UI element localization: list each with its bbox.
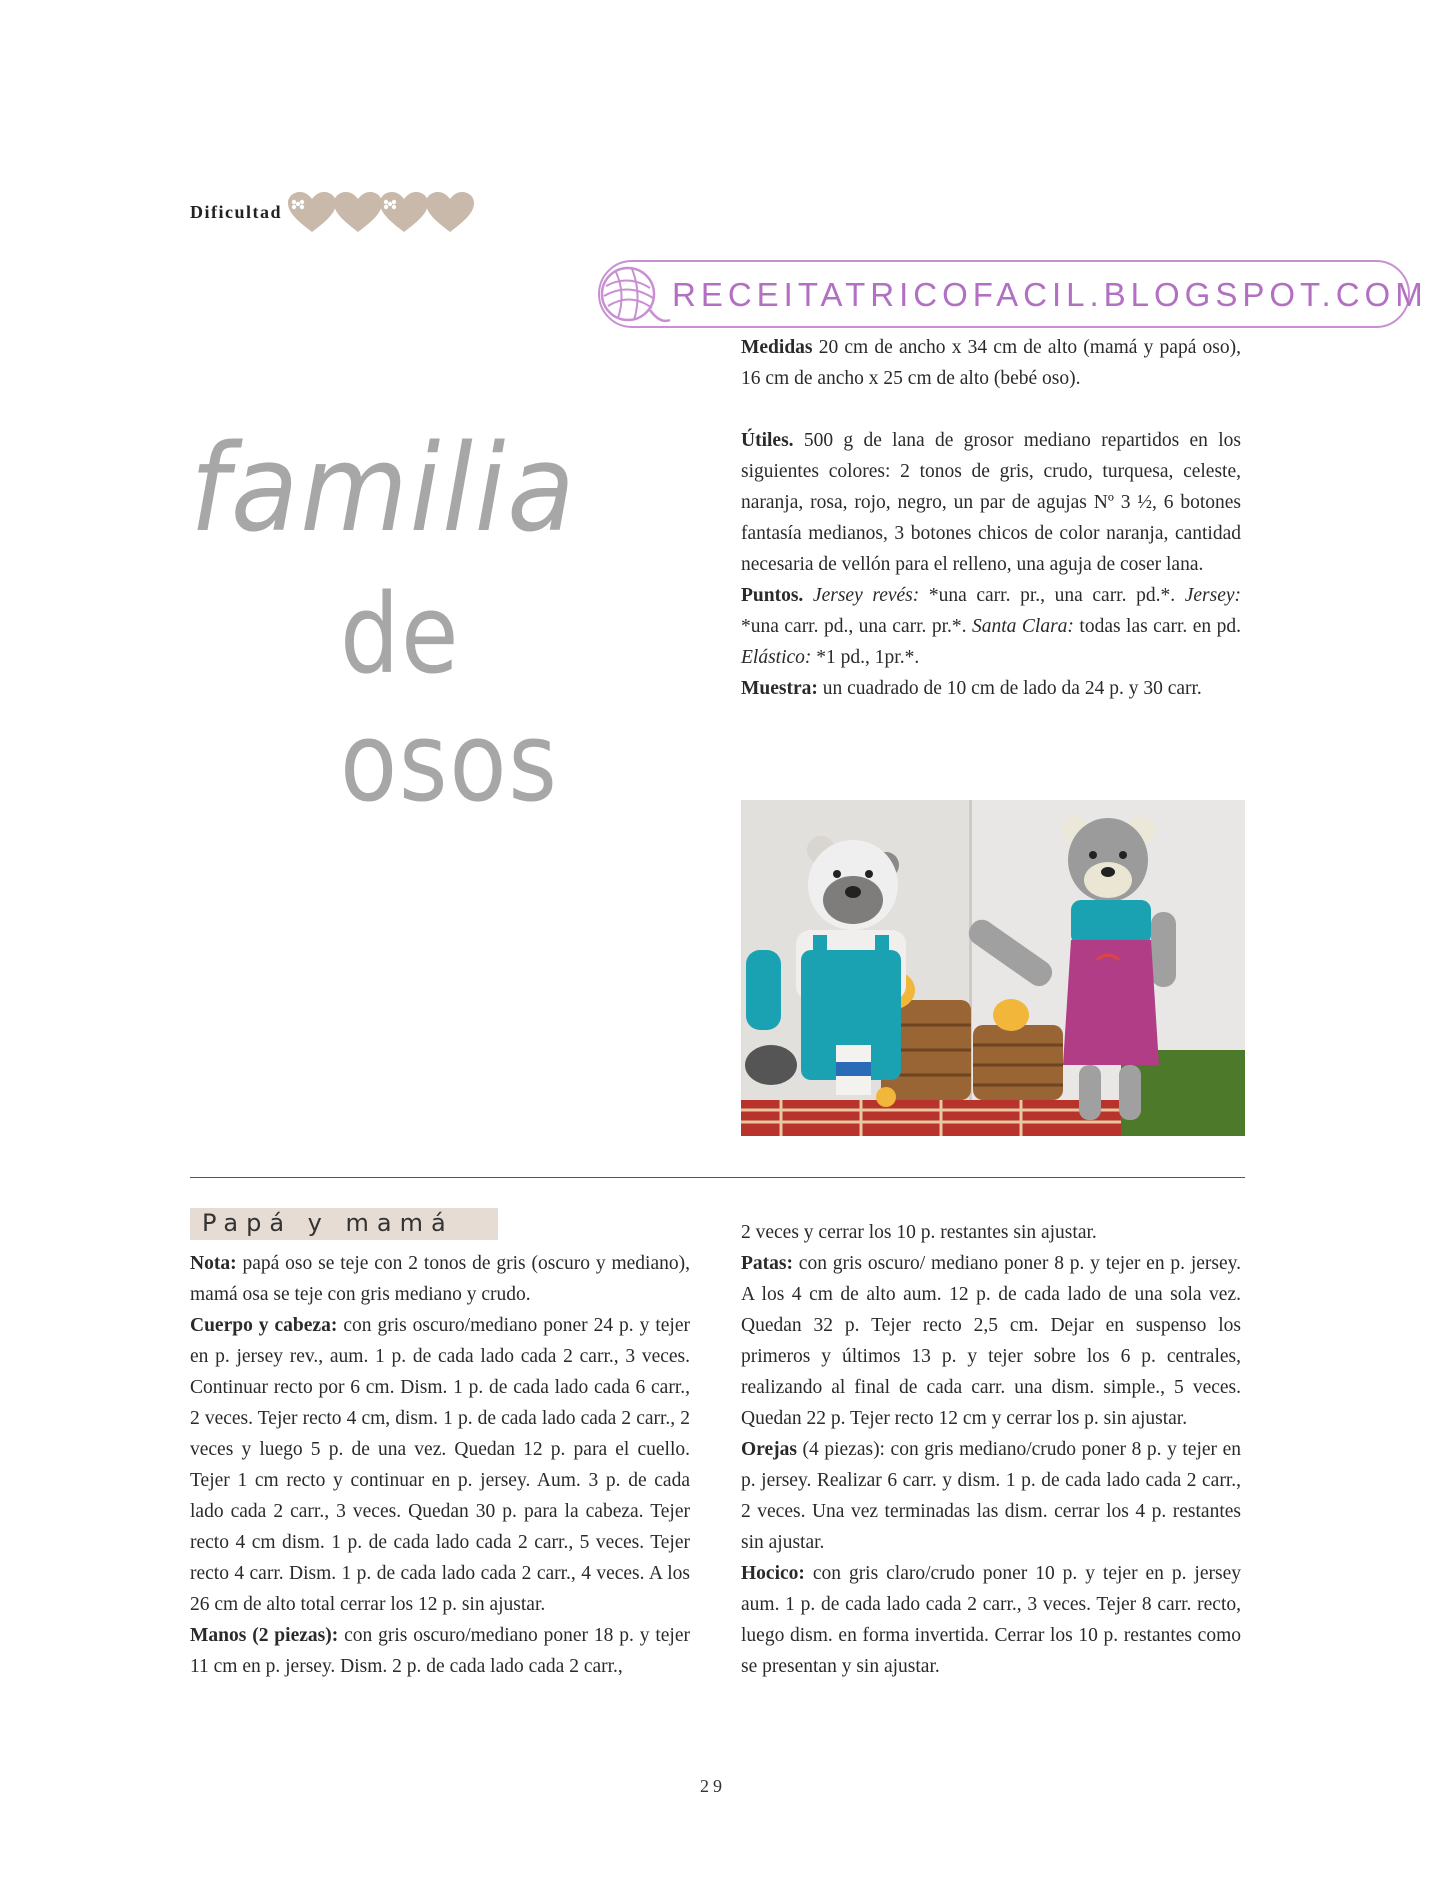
yarn-ball-icon	[598, 264, 672, 328]
title-line-2: de osos	[340, 570, 559, 826]
instruction-paragraph	[741, 1217, 1241, 1248]
utiles-paragraph	[741, 425, 1241, 580]
difficulty-label: Dificultad	[190, 201, 283, 222]
utiles-text: 500 g de lana de grosor mediano repartidos en los siguientes colores: 2 tonos de gris, crudo, turquesa, celeste, naranja, rosa, rojo, negro, un par de agujas Nº 3 ½, 6 botones fantasía medianos, 3 botones chicos de color naranja, cantidad necesaria de vellón para el relleno, una aguja de coser lana.	[741, 430, 1241, 575]
instructions-right-column	[741, 1217, 1241, 1682]
page-number: 29	[700, 1776, 726, 1796]
puntos-part: Jersey revés:	[803, 585, 920, 606]
instruction-label: Orejas	[741, 1439, 797, 1460]
medidas-text: 20 cm de ancho x 34 cm de alto (mamá y papá oso), 16 cm de ancho x 25 cm de alto (bebé oso).	[741, 337, 1241, 389]
instructions-left-column	[190, 1248, 690, 1682]
title-line-1: familia	[190, 420, 577, 559]
instruction-text: papá oso se teje con 2 tonos de gris (oscuro y mediano), mamá osa se teje con gris mediano y crudo.	[190, 1253, 690, 1305]
puntos-part: Elástico:	[741, 647, 812, 668]
instruction-paragraph	[741, 1434, 1241, 1558]
instruction-paragraph	[741, 1558, 1241, 1682]
instruction-paragraph	[190, 1310, 690, 1620]
heart-icon	[378, 190, 430, 234]
instruction-paragraph	[190, 1620, 690, 1682]
puntos-part: *1 pd., 1pr.*.	[811, 647, 920, 668]
heart-icon	[332, 190, 384, 234]
puntos-paragraph	[741, 580, 1241, 673]
section-heading	[190, 1208, 498, 1240]
instruction-label: Manos (2 piezas):	[190, 1625, 339, 1646]
instruction-label: Patas:	[741, 1253, 793, 1274]
watermark-text: RECEITATRICOFACIL.BLOGSPOT.COM	[672, 276, 1428, 313]
page-title	[190, 420, 710, 826]
instruction-label: Nota:	[190, 1253, 237, 1274]
difficulty-rating	[190, 192, 470, 232]
utiles-label: Útiles.	[741, 430, 794, 451]
medidas-label: Medidas	[741, 337, 813, 358]
instruction-text: con gris claro/crudo poner 10 p. y tejer en p. jersey aum. 1 p. de cada lado cada 2 carr., 3 veces. Tejer 8 carr. recto, luego dism. en forma invertida. Cerrar los 10 p. restantes como se presentan y sin ajustar.	[741, 1563, 1241, 1677]
puntos-part: Jersey:	[1184, 585, 1241, 606]
puntos-part: *una carr. pr., una carr. pd.*.	[919, 585, 1185, 606]
instruction-paragraph	[190, 1248, 690, 1310]
heart-icon	[286, 190, 338, 234]
muestra-paragraph	[741, 673, 1241, 704]
puntos-part: *una carr. pd., una carr. pr.*.	[741, 616, 973, 637]
instruction-text: 2 veces y cerrar los 10 p. restantes sin ajustar.	[741, 1222, 1097, 1243]
muestra-label: Muestra:	[741, 678, 818, 699]
instruction-label: Hocico:	[741, 1563, 805, 1584]
instruction-text: con gris oscuro/mediano poner 24 p. y tejer en p. jersey rev., aum. 1 p. de cada lado cada 2 carr., 3 veces. Continuar recto por 6 cm. Dism. 1 p. de cada lado cada 6 carr., 2 veces. Tejer recto 4 cm, dism. 1 p. de cada lado cada 2 carr., 2 veces y luego 5 p. de una vez. Quedan 12 p. para el cuello. Tejer 1 cm recto y continuar en p. jersey. Aum. 3 p. de cada lado cada 2 carr., 3 veces. Quedan 30 p. para la cabeza. Tejer recto 4 cm dism. 1 p. de cada lado cada 2 carr., 5 veces. Tejer recto 4 carr. Dism. 1 p. de cada lado cada 2 carr., 4 veces. A los 26 cm de alto total cerrar los 12 p. sin ajustar.	[190, 1315, 690, 1615]
puntos-label: Puntos.	[741, 585, 804, 606]
puntos-part: todas las carr. en pd.	[1073, 616, 1241, 637]
muestra-text: un cuadrado de 10 cm de lado da 24 p. y 30 carr.	[817, 678, 1202, 699]
section-heading-text: Papá y mamá	[202, 1209, 454, 1237]
blog-watermark	[598, 260, 1428, 328]
instruction-paragraph	[741, 1248, 1241, 1434]
teddy-bears-photo	[741, 800, 1245, 1136]
photo-illustration	[741, 800, 1245, 1136]
instruction-label: Cuerpo y cabeza:	[190, 1315, 338, 1336]
section-divider	[190, 1177, 1245, 1178]
medidas-paragraph	[741, 332, 1241, 394]
instruction-text: con gris oscuro/ mediano poner 8 p. y tejer en p. jersey. A los 4 cm de alto aum. 12 p. de cada lado de una sola vez. Quedan 32 p. Tejer recto 2,5 cm. Dejar en suspenso los primeros y últimos 13 p. y tejer sobre los 6 p. centrales, realizando al final de cada carr. una dism. simple., 5 veces. Quedan 22 p. Tejer recto 12 cm y cerrar los p. sin ajustar.	[741, 1253, 1241, 1429]
difficulty-hearts	[286, 190, 470, 234]
puntos-part: Santa Clara:	[972, 616, 1074, 637]
instruction-text: con gris oscuro/mediano poner 18 p. y tejer 11 cm en p. jersey. Dism. 2 p. de cada lado cada 2 carr.,	[190, 1625, 690, 1677]
heart-icon	[424, 190, 476, 234]
materials-block	[741, 332, 1241, 704]
instruction-text: (4 piezas): con gris mediano/crudo poner 8 p. y tejer en p. jersey. Realizar 6 carr. y dism. 1 p. de cada lado cada 2 carr., 2 veces. Una vez terminadas las dism. cerrar los 4 p. restantes sin ajustar.	[741, 1439, 1241, 1553]
